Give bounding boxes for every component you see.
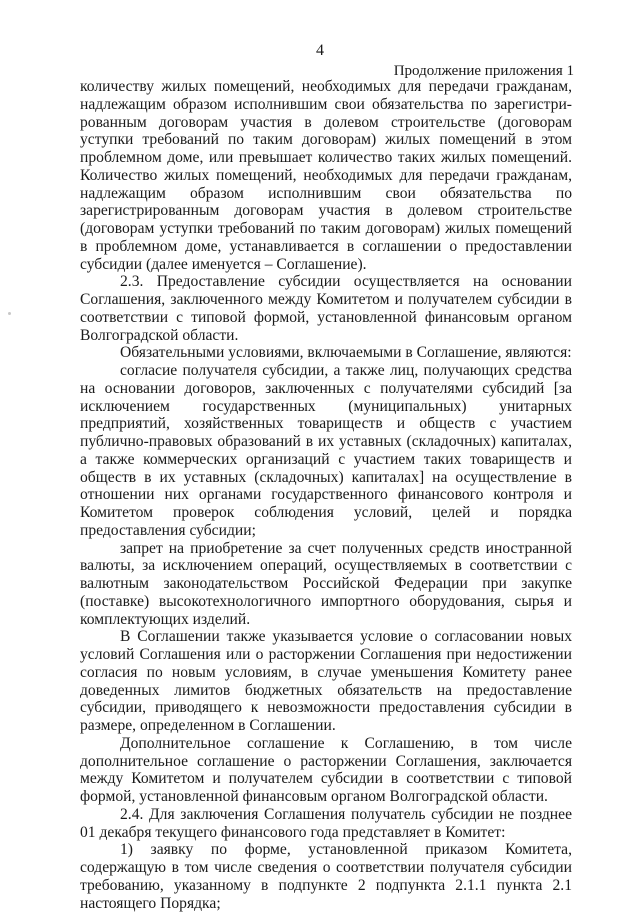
page-number: 4 (316, 42, 324, 59)
paragraph-2-4: 2.4. Для заключения Соглашения получатель субсидии не позднее 01 декабря текущего финансового года представляет в Комитет: (80, 805, 572, 841)
paragraph-item-1: 1) заявку по форме, установленной приказом Комитета, содержащую в том числе сведения о соответствии получателя субсидии требованию, указанному в подпункте 2 подпункта 2.1.1 пункта 2.1 настоящего Порядка; (80, 841, 572, 912)
paragraph-consent-condition: согласие получателя субсидии, а также лиц, получающих средства на основании договоров, заключенных с получателями субсидий [за исключением государственных (муниципальных) унитарных предприятий, хозяйственных товариществ и обществ с участием публично-правовых образований в их уставных (складочных) капиталах, а также коммерческих организаций с участием таких товариществ и обществ в их уставных (складочных) капиталах] на осуществление в отношении них органами государственного финансового контроля и Комитетом проверок соблюдения условий, целей и порядка предоставления субсидии; (80, 362, 572, 539)
document-body (80, 78, 572, 912)
paragraph-agreement-terms: В Соглашении также указывается условие о согласовании новых условий Соглашения или о расторжении Соглашения при недостижении согласия по новым условиям, в случае уменьшения Комитету ранее доведенных лимитов бюджетных обязательств на предоставление субсидии, приводящего к невозможности предоставления субсидии в размере, определенном в Соглашении. (80, 628, 572, 734)
paragraph-continuation: количеству жилых помещений, необходимых для передачи гражданам, надлежащим образом исполнившим свои обязательства по зарегистри-рованным договорам участия в долевом строительстве (договорам уступки требований по таким договорам) жилых помещений в этом проблемном доме, или превышает количество таких жилых помещений. Количество жилых помещений, необходимых для передачи гражданам, надлежащим образом исполнившим свои обязательства по зарегистрированным договорам участия в долевом строительстве (договорам уступки требований по таким договорам) жилых помещений в проблемном доме, устанавливается в соглашении о предоставлении субсидии (далее именуется – Соглашение). (80, 78, 572, 273)
paragraph-currency-ban: запрет на приобретение за счет полученных средств иностранной валюты, за исключением операций, осуществляемых в соответствии с валютным законодательством Российской Федерации при закупке (поставке) высокотехнологичного импортного оборудования, сырья и комплектующих изделий. (80, 539, 572, 628)
continuation-label: Продолжение приложения 1 (393, 63, 574, 79)
paragraph-2-3: 2.3. Предоставление субсидии осуществляется на основании Соглашения, заключенного между Комитетом и получателем субсидии в соответствии с типовой формой, установленной финансовым органом Волгоградской области. (80, 273, 572, 344)
paragraph-additional-agreement: Дополнительное соглашение к Соглашению, в том числе дополнительное соглашение о расторжении Соглашения, заключается между Комитетом и получателем субсидии в соответствии с типовой формой, установленной финансовым органом Волгоградской области. (80, 734, 572, 805)
scan-mark (8, 312, 11, 315)
paragraph-mandatory-conditions: Обязательными условиями, включаемыми в Соглашение, являются: (120, 344, 572, 362)
